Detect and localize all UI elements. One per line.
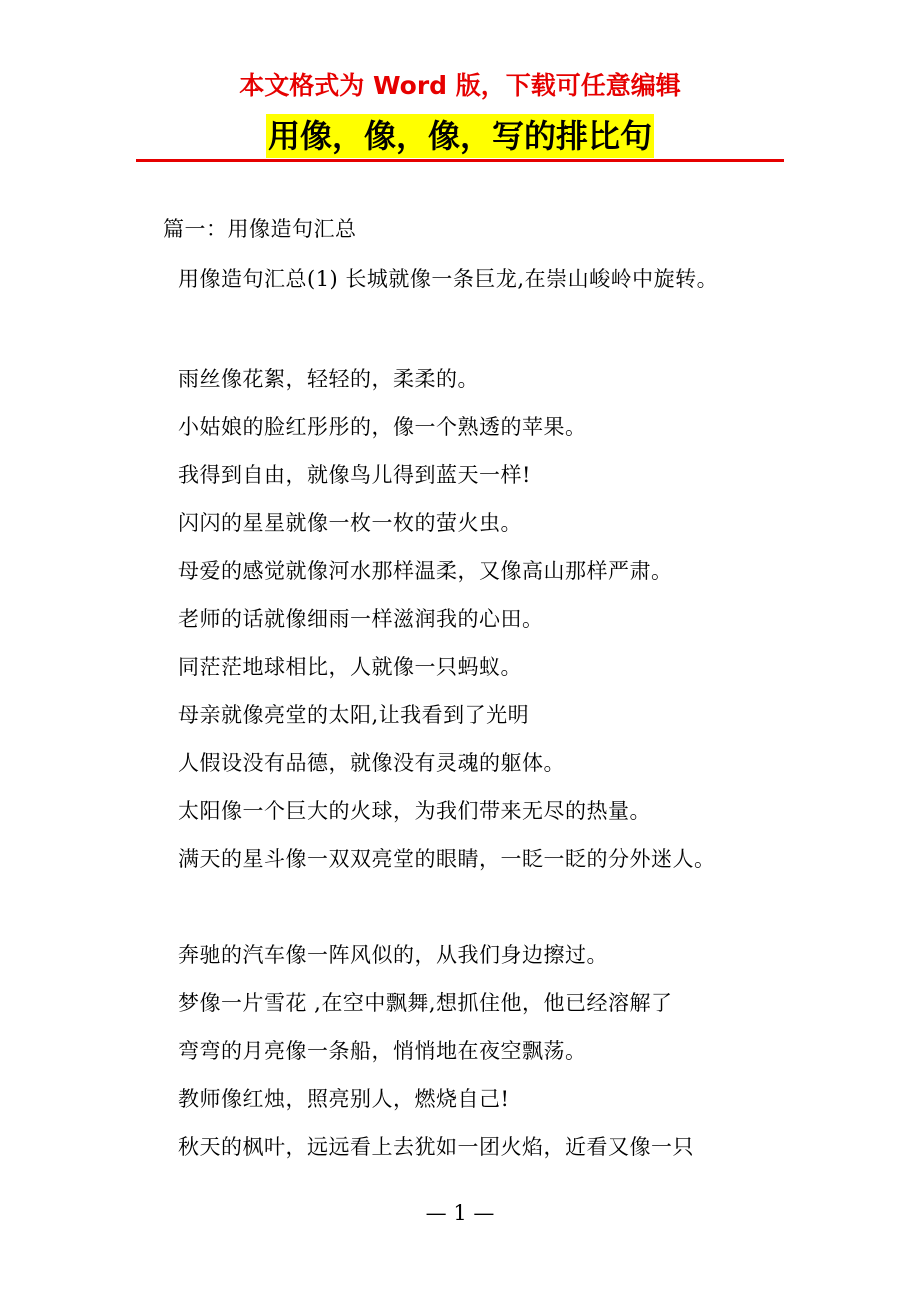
document-title: 用像，像，像，写的排比句: [266, 114, 654, 158]
paragraph-line: 老师的话就像细雨一样滋润我的心田。: [178, 607, 544, 631]
format-notice-banner: 本文格式为 Word 版，下载可任意编辑: [239, 71, 681, 100]
paragraph-line: 梦像一片雪花 ,在空中飘舞,想抓住他，他已经溶解了: [178, 991, 673, 1015]
paragraph-line: 我得到自由，就像鸟儿得到蓝天一样!: [178, 463, 531, 487]
paragraph-line: 小姑娘的脸红彤彤的，像一个熟透的苹果。: [178, 415, 587, 439]
section-heading: 篇一：用像造句汇总: [163, 217, 357, 241]
page-number: — 1 —: [425, 1201, 495, 1225]
paragraph-line: 用像造句汇总(1) 长城就像一条巨龙,在崇山峻岭中旋转。: [178, 267, 719, 291]
paragraph-line: 满天的星斗像一双双亮堂的眼睛，一眨一眨的分外迷人。: [178, 847, 716, 871]
paragraph-line: 奔驰的汽车像一阵风似的，从我们身边擦过。: [178, 943, 608, 967]
paragraph-line: 闪闪的星星就像一枚一枚的萤火虫。: [178, 511, 522, 535]
header-divider: [136, 159, 784, 162]
paragraph-line: 人假设没有品德，就像没有灵魂的躯体。: [178, 751, 565, 775]
document-title-block: [0, 114, 920, 158]
paragraph-line: 教师像红烛，照亮别人，燃烧自己!: [178, 1087, 510, 1111]
paragraph-line: 同茫茫地球相比，人就像一只蚂蚁。: [178, 655, 522, 679]
paragraph-line: 秋天的枫叶，远远看上去犹如一团火焰，近看又像一只: [178, 1135, 694, 1159]
paragraph-line: 太阳像一个巨大的火球，为我们带来无尽的热量。: [178, 799, 651, 823]
paragraph-line: 弯弯的月亮像一条船，悄悄地在夜空飘荡。: [178, 1039, 587, 1063]
paragraph-line: 母爱的感觉就像河水那样温柔，又像高山那样严肃。: [178, 559, 673, 583]
paragraph-line: 雨丝像花絮，轻轻的，柔柔的。: [178, 367, 479, 391]
paragraph-line: 母亲就像亮堂的太阳,让我看到了光明: [178, 703, 530, 727]
